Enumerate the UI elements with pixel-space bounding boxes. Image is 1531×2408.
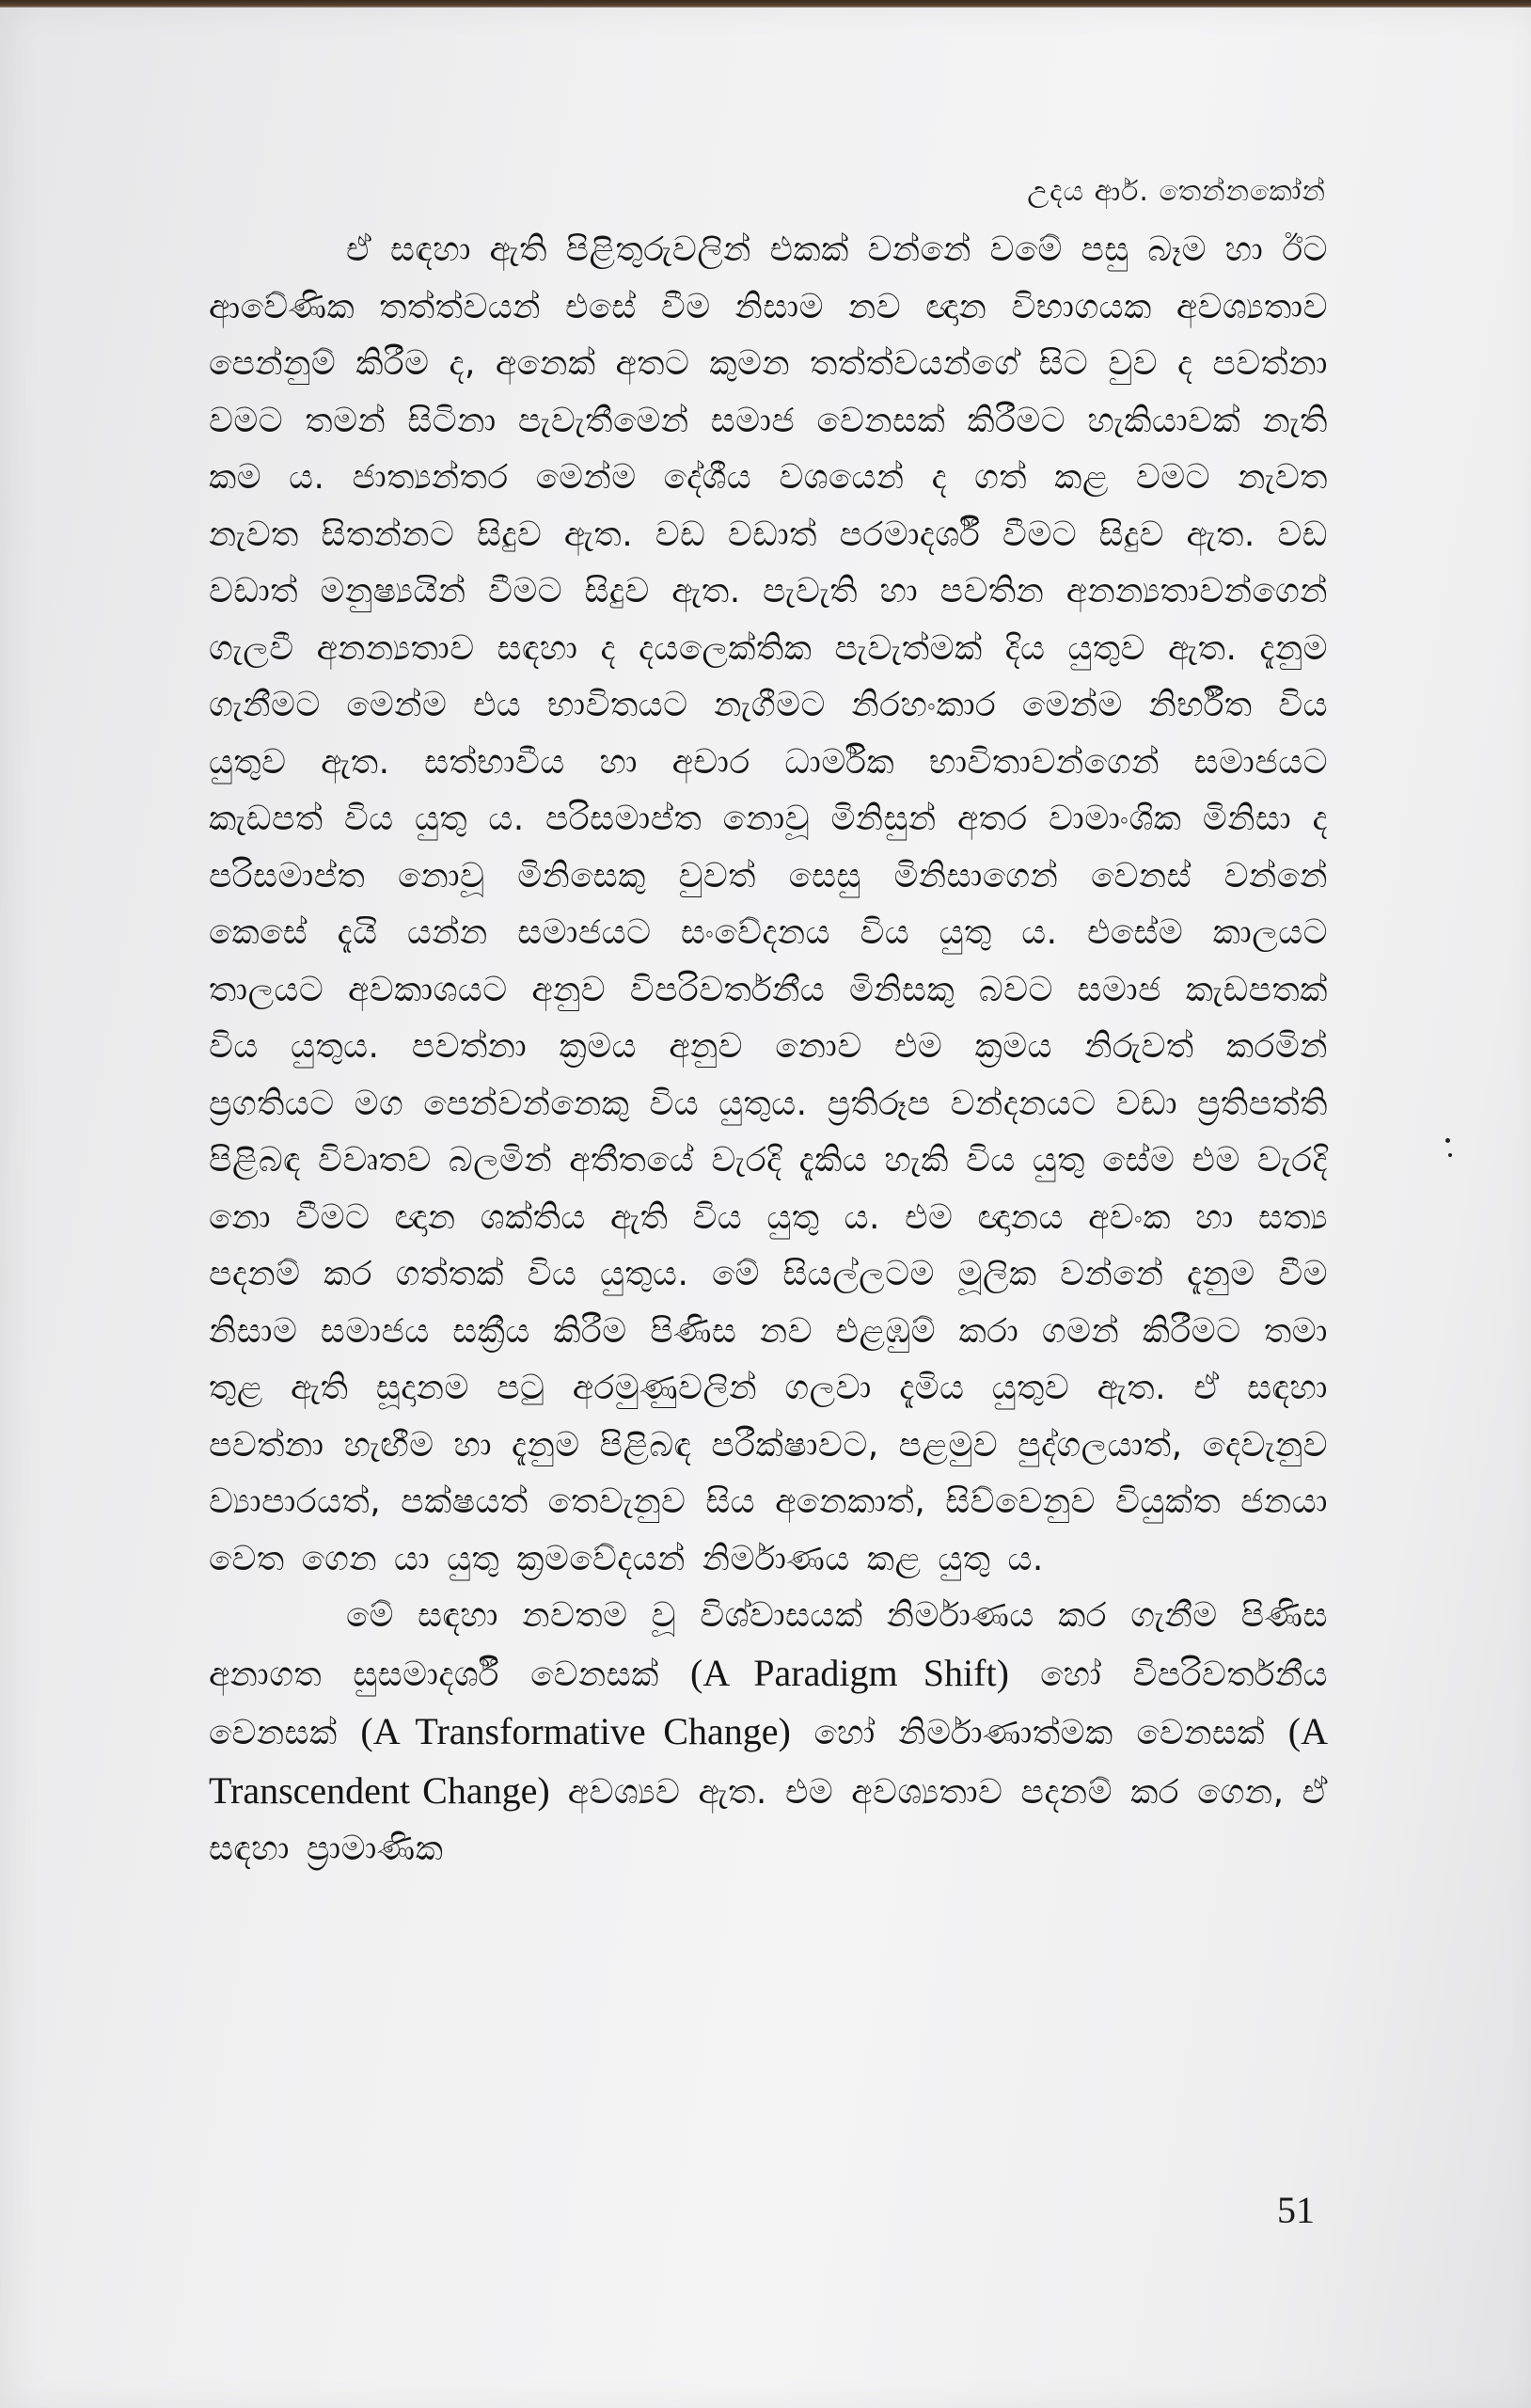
paragraph-text: අවශ්‍යව ඇත. එම අවශ්‍යතාව පදනම් කර ගෙන, ඒ සඳහා ප්‍රාමාණික (209, 1772, 1328, 1868)
body-text (209, 222, 1328, 1878)
paragraph-text: හෝ විපරිවර්තනීය වෙනසක් (209, 1655, 1328, 1752)
paragraph (209, 1588, 1328, 1878)
page-number: 51 (1277, 2189, 1315, 2231)
speck-mark (1445, 1138, 1450, 1143)
english-term: (A Transcendent Change) (209, 1710, 1328, 1812)
paragraph-text: හෝ නිර්මාණාත්මක වෙනසක් (790, 1714, 1288, 1752)
book-page (0, 8, 1531, 2408)
english-term: (A Paradigm Shift) (690, 1651, 1009, 1694)
running-head-author: උදය ආර්. තෙන්නකෝන් (1027, 175, 1326, 208)
paragraph-text: මේ සඳහා නවතම වූ විශ්වාසයක් නිර්මාණය කර ගැනීම පිණිස අනාගත සුසමාදර්ශී වෙනසක් (209, 1596, 1328, 1694)
paragraph-text: ඒ සඳහා ඇති පිළිතුරුවලින් එකක් වන්නේ වමේ පසු බෑම හා ඊට ආවේණික තත්ත්වයන් එසේ වීම නිසාම නව ඥාන විභාගයක අවශ්‍යතාව පෙන්නුම් කිරීම ද, අනෙක් අතට කුමන තත්ත්වයන්ගේ සිට වුව ද පවත්නා වමට තමන් සිටිනා පැවැතීමෙන් සමාජ වෙනසක් කිරීමට හැකියාවක් නැති කම ය. ජාත්‍යන්තර මෙන්ම දේශීය වශයෙන් ද ගත් කළ වමට නැවත නැවත සිතන්නට සිදුව ඇත. වඩ වඩාත් පරමාදර්ශී වීමට සිදුව ඇත. වඩ වඩාත් මනුෂ්‍යයින් වීමට සිදුව ඇත. පැවැති හා පවතින අනන්‍යතාවන්ගෙන් ගැලවී අනන්‍යතාව සඳහා ද දයලෙක්තික පැවැත්මක් දිය යුතුව ඇත. දැනුම ගැනීමට මෙන්ම එය භාවිතයට නැගීමට නිරහංකාර මෙන්ම නිර්භීත විය යුතුව ඇත. සත්භාවීය හා අචාර ධාර්මික භාවිතාවන්ගෙන් සමාජයට කැඩපත් විය යුතු ය. පරිසමාප්ත නොවූ මිනිසුන් අතර වාමාංශික මිනිසා ද පරිසමාප්ත නොවූ මිනිසෙකු වුවත් සෙසු මිනිසාගෙන් වෙනස් වන්නේ කෙසේ දැයි යන්න සමාජයට සංවේදනය විය යුතු ය. එසේම කාලයට තාලයට අවකාශයට අනුව විපරිවර්තනීය මිනිසකු බවට සමාජ කැඩපතක් විය යුතුය. පවත්නා ක්‍රමය අනුව නොව එම ක්‍රමය නිරුවත් කරමින් ප්‍රගතියට මග පෙන්වන්නෙකු විය යුතුය. ප්‍රතිරූප වන්දනයට වඩා ප්‍රතිපත්ති පිළිබඳ විවෘතව බලමින් අතීතයේ වැරදි දැකිය හැකි විය යුතු සේම එම වැරදි නො වීමට ඥාන ශක්තිය ඇති විය යුතු ය. එම ඥානය අවංක හා සත්‍ය පදනම් කර ගත්තක් විය යුතුය. මේ සියල්ලටම මූලික වන්නේ දැනුම වීම නිසාම සමාජය සක්‍රීය කිරීම පිණිස නව එළඹුම් කරා ගමන් කිරීමට තමා තුළ ඇති සූදානම පටු අරමුණුවලින් ගලවා දැමිය යුතුව ඇත. ඒ සඳහා පවත්නා හැඟීම හා දැනුම පිළිබඳ පරීක්ෂාවට, පළමුව පුද්ගලයාත්, දෙවැනුව ව්‍යාපාරයත්, පක්ෂයත් තෙවැනුව සිය අනෙකාත්, සිව්වෙනුව වියුක්ත ජනයා වෙත ගෙන යා යුතු ක්‍රමවේදයන් නිර්මාණය කළ යුතු ය. (209, 230, 1328, 1578)
paragraph (209, 222, 1328, 1588)
speck-mark (1448, 1153, 1452, 1157)
english-term: (A Transformative Change) (360, 1710, 791, 1752)
